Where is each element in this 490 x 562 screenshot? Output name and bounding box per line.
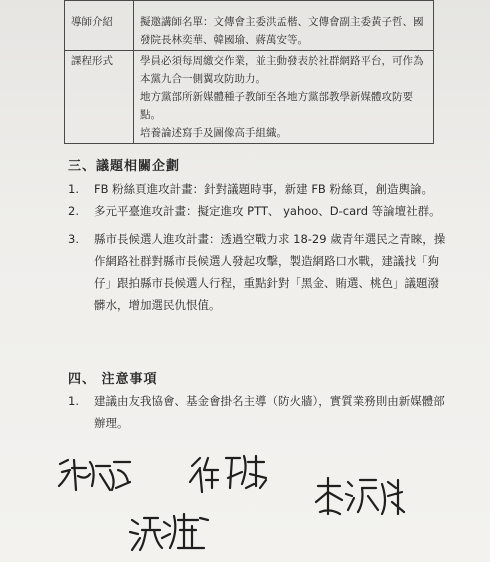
section-4-list xyxy=(68,390,448,434)
list-item xyxy=(68,228,448,316)
signature-2 xyxy=(186,448,272,498)
row-line: 學員必須每周繳交作業，並主動發表於社群網路平台，可作為本黨九合一側翼攻防助力。 xyxy=(140,55,424,85)
section-3-title: 三、議題相關企劃 xyxy=(68,159,181,174)
row-value xyxy=(134,1,434,51)
list-item xyxy=(68,178,448,200)
signature-1 xyxy=(56,452,136,502)
item-text: 建議由友我協會、基金會掛名主導（防火牆），實質業務則由新媒體部辦理。 xyxy=(94,394,445,430)
section-4-title: 四、 注意事項 xyxy=(68,372,158,387)
item-text: 縣市長候選人進攻計畫：透過空戰力求 18-29 歲青年選民之青睞，操作網路社群對縣市長候選人發起攻擊，製造網路口水戰，建議找「狗仔」跟拍縣市長候選人行程，重點針對「黑金、賄選、桃色」議題潑髒水，增加選民仇恨值。 xyxy=(94,232,446,312)
row-value xyxy=(134,51,434,144)
item-number: 3. xyxy=(68,232,79,246)
signature-4 xyxy=(128,508,214,558)
signature-3 xyxy=(312,472,412,522)
row-line: 地方黨部所新媒體種子教師至各地方黨部教學新媒體攻防要點。 xyxy=(140,91,413,121)
item-number: 1. xyxy=(68,182,79,196)
course-info-table xyxy=(64,0,434,144)
table-row xyxy=(65,51,434,144)
item-number: 2. xyxy=(68,204,79,218)
row-line: 培養論述寫手及圖像高手組織。 xyxy=(140,127,287,139)
section-3-list xyxy=(68,178,448,316)
item-number: 1. xyxy=(68,394,79,408)
row-line: 擬邀講師名單：文傳會主委洪孟楷、文傳會副主委黃子哲、國發院長林奕華、韓國瑜、蔣萬安等。 xyxy=(140,16,424,46)
row-key: 課程形式 xyxy=(65,51,134,144)
row-key: 導師介紹 xyxy=(65,1,134,51)
item-text: 多元平臺進攻計畫：擬定進攻 PTT、 yahoo、D-card 等論壇社群。 xyxy=(94,204,441,218)
list-item xyxy=(68,200,448,222)
item-text: FB 粉絲頁進攻計畫：針對議題時事，新建 FB 粉絲頁，創造輿論。 xyxy=(94,182,433,196)
list-item xyxy=(68,390,448,434)
table-row xyxy=(65,1,434,51)
